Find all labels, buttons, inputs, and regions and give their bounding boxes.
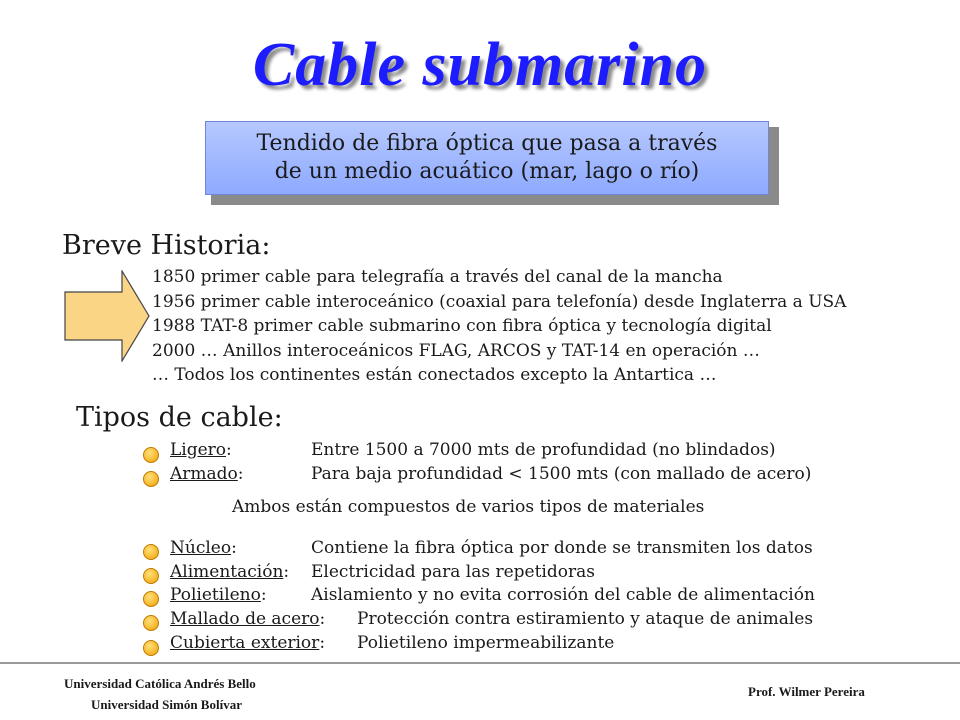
bullet-icon: [143, 447, 159, 463]
bullet-icon: [143, 544, 159, 560]
material-desc: Protección contra estiramiento y ataque de animales: [357, 609, 814, 629]
definition-box: [205, 121, 769, 195]
cable-type-term: Armado: [170, 464, 238, 484]
material-term: Mallado de acero: [170, 609, 320, 629]
cable-type-desc: Para baja profundidad < 1500 mts (con mallado de acero): [311, 464, 812, 484]
bullet-icon: [143, 640, 159, 656]
history-item: 1956 primer cable interoceánico (coaxial para telefonía) desde Inglaterra a USA: [152, 291, 847, 312]
materials-note: Ambos están compuestos de varios tipos de materiales: [232, 497, 705, 517]
material-term: Cubierta exterior: [170, 633, 320, 653]
material-cubierta: Cubierta exterior: Polietileno impermeabilizante: [170, 633, 615, 653]
bullet-icon: [143, 568, 159, 584]
history-list: [152, 265, 846, 388]
history-item: … Todos los continentes están conectados excepto la Antartica …: [152, 365, 717, 386]
bullet-icon: [143, 591, 159, 607]
history-heading: Breve Historia:: [62, 230, 271, 261]
material-desc: Aislamiento y no evita corrosión del cable de alimentación: [311, 585, 815, 605]
material-desc: Contiene la fibra óptica por donde se transmiten los datos: [311, 538, 813, 558]
material-mallado: Mallado de acero: Protección contra estiramiento y ataque de animales: [170, 609, 814, 629]
material-nucleo: Núcleo: Contiene la fibra óptica por donde se transmiten los datos: [170, 538, 813, 558]
cable-type-armado: Armado: Para baja profundidad < 1500 mts (con mallado de acero): [170, 464, 812, 484]
material-term: Polietileno: [170, 585, 261, 605]
footer-author: Prof. Wilmer Pereira: [748, 684, 865, 699]
history-item: 2000 … Anillos interoceánicos FLAG, ARCOS y TAT-14 en operación …: [152, 340, 760, 361]
cable-type-desc: Entre 1500 a 7000 mts de profundidad (no blindados): [311, 440, 776, 460]
material-term: Núcleo: [170, 538, 232, 558]
cable-type-ligero: Ligero: Entre 1500 a 7000 mts de profundidad (no blindados): [170, 440, 776, 460]
definition-line-2: de un medio acuático (mar, lago o río): [274, 159, 700, 184]
history-item: 1988 TAT-8 primer cable submarino con fibra óptica y tecnología digital: [152, 316, 772, 337]
material-term: Alimentación: [170, 562, 284, 582]
footer-university-1: Universidad Católica Andrés Bello: [64, 676, 256, 691]
footer-university-2: Universidad Simón Bolívar: [91, 697, 242, 712]
definition-line-1: Tendido de fibra óptica que pasa a través: [256, 131, 718, 156]
types-heading: Tipos de cable:: [76, 402, 283, 433]
cable-type-term: Ligero: [170, 440, 227, 460]
slide-title: Cable submarino: [252, 31, 708, 99]
material-polietileno: Polietileno: Aislamiento y no evita corrosión del cable de alimentación: [170, 585, 815, 605]
footer-divider: [0, 662, 960, 664]
history-item: 1850 primer cable para telegrafía a través del canal de la mancha: [152, 267, 723, 287]
bullet-icon: [143, 471, 159, 487]
arrow-right-icon: [64, 270, 150, 362]
material-alimentacion: Alimentación: Electricidad para las repetidoras: [170, 562, 595, 582]
material-desc: Polietileno impermeabilizante: [357, 633, 615, 653]
material-desc: Electricidad para las repetidoras: [311, 562, 595, 582]
bullet-icon: [143, 615, 159, 631]
